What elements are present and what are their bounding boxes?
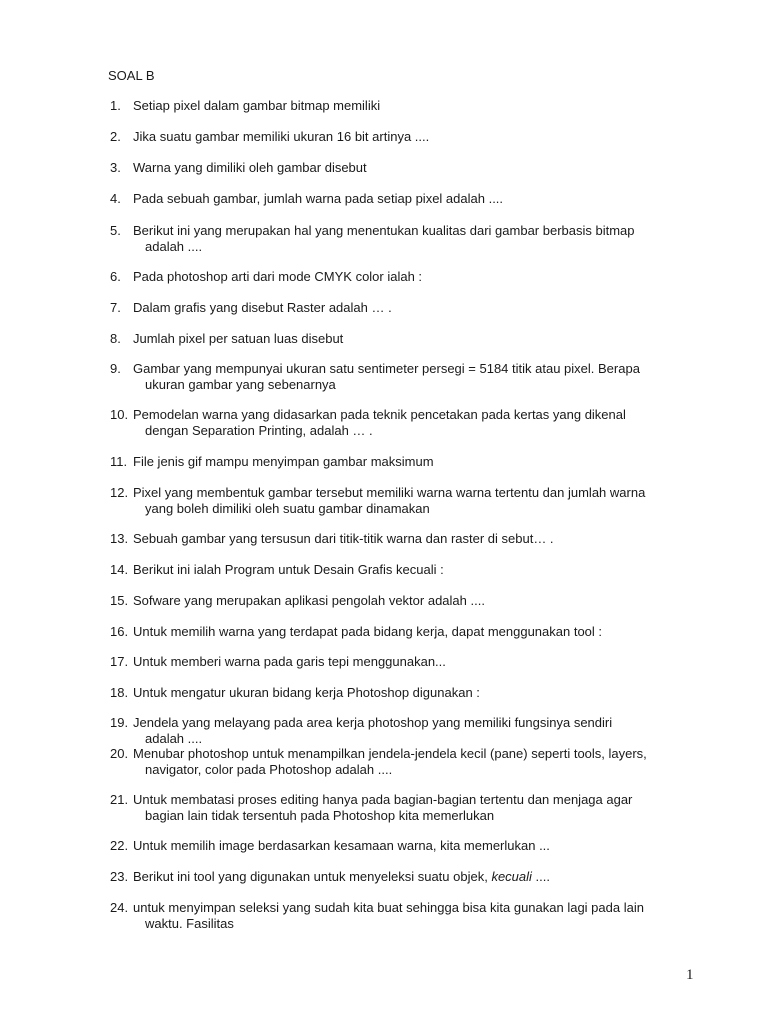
question-text-continuation: adalah .... — [145, 238, 203, 254]
question-item — [110, 685, 700, 701]
question-text: Pemodelan warna yang didasarkan pada teknik pencetakan pada kertas yang dikenal — [133, 407, 626, 422]
question-number: 4. — [110, 191, 121, 206]
question-item — [110, 300, 700, 316]
question-item — [110, 869, 700, 885]
question-number: 16. — [110, 624, 129, 639]
question-text: Pada sebuah gambar, jumlah warna pada setiap pixel adalah .... — [133, 191, 504, 206]
question-text: Sebuah gambar yang tersusun dari titik-titik warna dan raster di sebut… . — [133, 531, 554, 546]
question-text: Untuk membatasi proses editing hanya pada bagian-bagian tertentu dan menjaga agar — [133, 792, 633, 807]
question-text: Pada photoshop arti dari mode CMYK color ialah : — [133, 269, 423, 284]
question-text-part: Berikut ini tool yang digunakan untuk menyeleksi suatu objek, — [133, 869, 492, 884]
question-text-continuation: yang boleh dimiliki oleh suatu gambar dinamakan — [145, 500, 430, 516]
question-number: 24. — [110, 900, 129, 915]
question-text: Jika suatu gambar memiliki ukuran 16 bit artinya .... — [133, 129, 430, 144]
page-number: 1 — [686, 967, 694, 983]
question-item — [110, 191, 700, 207]
question-text: Warna yang dimiliki oleh gambar disebut — [133, 160, 367, 175]
question-number: 12. — [110, 485, 129, 500]
question-text-continuation: ukuran gambar yang sebenarnya — [145, 376, 336, 392]
question-text-continuation: adalah .... — [145, 730, 203, 746]
question-text-continuation: navigator, color pada Photoshop adalah .... — [145, 761, 393, 777]
question-number: 22. — [110, 838, 129, 853]
question-item — [110, 531, 700, 547]
question-text-continuation: dengan Separation Printing, adalah … . — [145, 422, 373, 438]
question-item — [110, 361, 700, 392]
question-item — [110, 900, 700, 931]
question-text: Berikut ini yang merupakan hal yang menentukan kualitas dari gambar berbasis bitmap — [133, 223, 635, 238]
question-item — [110, 160, 700, 176]
question-text: Untuk mengatur ukuran bidang kerja Photoshop digunakan : — [133, 685, 480, 700]
question-text: Gambar yang mempunyai ukuran satu sentimeter persegi = 5184 titik atau pixel. Berapa — [133, 361, 640, 376]
question-item — [110, 98, 700, 114]
question-item — [110, 485, 700, 516]
question-emphasis: kecuali — [491, 869, 532, 884]
question-text: Untuk memilih image berdasarkan kesamaan warna, kita memerlukan ... — [133, 838, 550, 853]
question-text-continuation: bagian lain tidak tersentuh pada Photoshop kita memerlukan — [145, 807, 495, 823]
question-item — [110, 593, 700, 609]
question-number: 11. — [110, 454, 128, 469]
question-number: 1. — [110, 98, 121, 113]
question-item — [110, 562, 700, 578]
question-item — [110, 331, 700, 347]
question-item — [110, 654, 700, 670]
question-text: Pixel yang membentuk gambar tersebut memiliki warna warna tertentu dan jumlah warna — [133, 485, 646, 500]
question-item — [110, 129, 700, 145]
question-number: 6. — [110, 269, 121, 284]
page-title: SOAL B — [108, 68, 155, 83]
question-number: 10. — [110, 407, 129, 422]
question-number: 9. — [110, 361, 121, 376]
question-number: 15. — [110, 593, 129, 608]
question-item — [110, 746, 700, 777]
question-item — [110, 792, 700, 823]
question-number: 17. — [110, 654, 129, 669]
question-item — [110, 269, 700, 285]
question-suffix: .... — [531, 869, 550, 884]
question-text: Setiap pixel dalam gambar bitmap memiliki — [133, 98, 381, 113]
question-number: 2. — [110, 129, 121, 144]
question-item — [110, 407, 700, 438]
question-text: Jendela yang melayang pada area kerja photoshop yang memiliki fungsinya sendiri — [133, 715, 613, 730]
question-item — [110, 223, 700, 254]
question-item — [110, 624, 700, 640]
question-text: Berikut ini ialah Program untuk Desain Grafis kecuali : — [133, 562, 444, 577]
question-text-continuation: waktu. Fasilitas — [145, 915, 234, 931]
question-item — [110, 715, 700, 746]
question-number: 3. — [110, 160, 121, 175]
question-number: 19. — [110, 715, 129, 730]
question-text: Dalam grafis yang disebut Raster adalah … . — [133, 300, 392, 315]
question-number: 23. — [110, 869, 129, 884]
question-number: 20. — [110, 746, 129, 761]
question-text: File jenis gif mampu menyimpan gambar maksimum — [133, 454, 434, 469]
question-number: 8. — [110, 331, 121, 346]
question-text: Sofware yang merupakan aplikasi pengolah vektor adalah .... — [133, 593, 485, 608]
question-number: 5. — [110, 223, 121, 238]
question-number: 13. — [110, 531, 129, 546]
question-number: 18. — [110, 685, 129, 700]
question-text: Untuk memberi warna pada garis tepi menggunakan... — [133, 654, 446, 669]
question-text — [110, 869, 700, 885]
question-number: 14. — [110, 562, 129, 577]
question-number: 7. — [110, 300, 121, 315]
question-text: Untuk memilih warna yang terdapat pada bidang kerja, dapat menggunakan tool : — [133, 624, 603, 639]
question-item — [110, 454, 700, 470]
question-text: Menubar photoshop untuk menampilkan jendela-jendela kecil (pane) seperti tools, layers, — [133, 746, 647, 761]
question-text: untuk menyimpan seleksi yang sudah kita buat sehingga bisa kita gunakan lagi pada lain — [133, 900, 644, 915]
question-text: Jumlah pixel per satuan luas disebut — [133, 331, 344, 346]
question-number: 21. — [110, 792, 129, 807]
question-item — [110, 838, 700, 854]
